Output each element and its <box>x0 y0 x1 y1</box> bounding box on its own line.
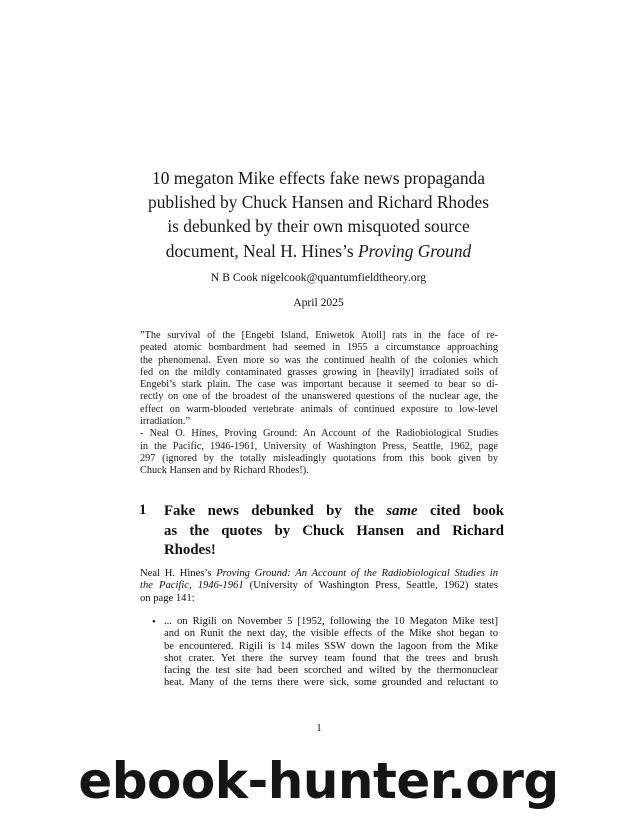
section-number: 1 <box>139 502 147 518</box>
page-number: 1 <box>316 723 322 734</box>
bullet-line: facing the test site had been scorched and wilted by the thermonuclear <box>164 665 498 677</box>
abstract-line: ”The survival of the [Engebi Island, Eniwetok Atoll] rats in the face of re- <box>140 330 498 341</box>
abstract-line: Engebi’s stark plain. The case was important because it seemed to bear so di- <box>140 379 498 391</box>
abstract-citation-line: in the Pacific, 1946-1961, University of Washington Press, Seattle, 1962, page <box>140 440 498 452</box>
author-line: N B Cook nigelcook@quantumfieldtheory.org <box>210 271 427 284</box>
abstract-quote <box>140 330 498 478</box>
title-book-name: Proving Ground <box>358 240 472 261</box>
document-title <box>100 166 537 263</box>
section-heading-text-a: Fake news debunked by the <box>164 503 387 519</box>
publication-date: April 2025 <box>293 296 344 309</box>
bullet-line: shot crater. Yet there the survey team found that the trees and brush <box>164 652 498 664</box>
title-line-1: 10 megaton Mike effects fake news propaganda <box>152 168 485 188</box>
bullet-icon: • <box>152 616 156 628</box>
abstract-line: fed on the mildly contaminated grasses growing in [heavily] irradiated soils of <box>140 366 498 378</box>
intro-paragraph <box>140 568 498 605</box>
bullet-line: heat. Many of the terns there were sick, some grounded and reluctant to <box>164 677 498 689</box>
section-heading-line-3: Rhodes! <box>164 542 216 559</box>
abstract-line: the phenomenal. Even more so was the continued health of the colonies which <box>140 354 498 366</box>
title-line-4-text: document, Neal H. Hines’s <box>165 240 359 261</box>
abstract-citation-line: 297 (ignored by the totally misleadingly quotations from this book given by <box>140 452 498 464</box>
abstract-line: rectly on one of the broadest of the unanswered questions of the nuclear age, the <box>140 391 498 403</box>
title-line-2: published by Chuck Hansen and Richard Rhodes <box>148 192 489 213</box>
section-heading-text-b: cited book <box>417 503 504 519</box>
abstract-line: irradiation.” <box>140 416 191 428</box>
intro-book-title-a: Proving Ground: An Account of the Radiobiological Studies in <box>216 568 498 579</box>
abstract-line: effect on warm-blooded vertebrate animals of continued exposure to low-level <box>140 403 498 415</box>
abstract-line: peated atomic bombardment had seemed in 1955 a circumstance approaching <box>140 342 498 354</box>
intro-line-3: on page 141: <box>140 592 195 604</box>
section-heading <box>164 502 504 561</box>
section-heading-emphasis: same <box>386 503 418 519</box>
intro-author: Neal H. Hines’s <box>140 568 217 579</box>
intro-publisher: (University of Washington Press, Seattle, 1962) states <box>243 580 499 592</box>
bullet-quote <box>164 616 498 690</box>
watermark-text: ebook-hunter.org <box>78 752 559 810</box>
section-heading-line-2: as the quotes by Chuck Hansen and Richard <box>164 522 504 539</box>
intro-book-title-b: the Pacific, 1946-1961 <box>140 580 244 592</box>
bullet-line: be encountered. Rigili is 14 miles SSW down the lagoon from the Mike <box>164 640 498 652</box>
title-line-4 <box>100 239 537 263</box>
abstract-citation-line: - Neal O. Hines, Proving Ground: An Account of the Radiobiological Studies <box>140 428 498 440</box>
section-heading-line-1 <box>164 502 504 522</box>
bullet-line: and on Runit the next day, the visible effects of the Mike shot began to <box>164 628 498 640</box>
title-line-3: is debunked by their own misquoted source <box>167 216 470 237</box>
intro-line-1 <box>140 568 498 580</box>
abstract-citation-line: Chuck Hansen and by Richard Rhodes!). <box>140 465 309 477</box>
intro-line-2 <box>140 580 498 592</box>
bullet-line: ... on Rigili on November 5 [1952, following the 10 Megaton Mike test] <box>164 616 498 627</box>
